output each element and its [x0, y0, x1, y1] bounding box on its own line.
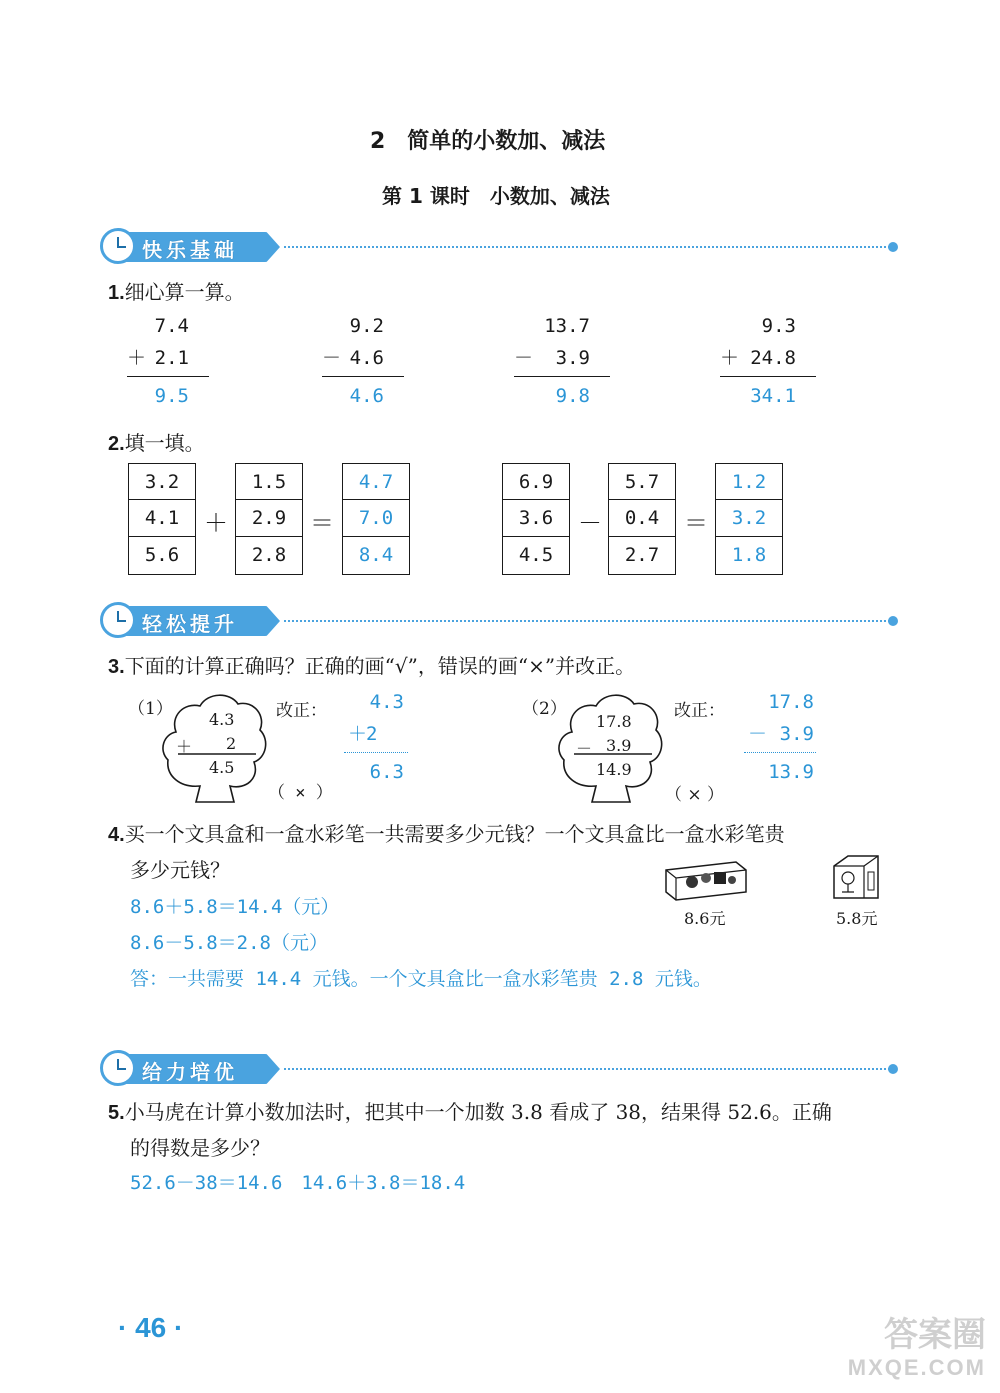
- addend-b: 3.9: [555, 347, 590, 369]
- question-number: 4.: [108, 824, 125, 846]
- question-number: 3.: [108, 656, 125, 678]
- box-cell: 4.1: [129, 500, 195, 536]
- box-cell: 4.5: [518, 543, 554, 566]
- operator: ＋: [720, 347, 740, 369]
- equals: ＝: [684, 509, 708, 537]
- vertical-calc-2: [322, 310, 404, 411]
- section-banner-improve: [100, 600, 900, 640]
- question-5-line2: 的得数是多少？: [130, 1136, 270, 1160]
- equals: ＝: [310, 509, 334, 537]
- addend-a: 9.2: [349, 315, 384, 337]
- operator: ＋: [127, 347, 147, 369]
- fix-label: 改正：: [674, 701, 725, 721]
- vertical-calc-4: [720, 310, 816, 411]
- fill-box-left-result: [342, 463, 410, 575]
- box-cell: 2.7: [624, 543, 660, 566]
- addend-a: 9.3: [761, 315, 796, 337]
- lesson-title: 第 1 课时 小数加、减法: [382, 184, 610, 208]
- fix-b: 2: [366, 723, 378, 745]
- cloud-b: 2: [226, 734, 237, 753]
- pencil-case-image: [662, 858, 748, 904]
- chapter-title: 2 简单的小数加、减法: [370, 129, 606, 154]
- question-1: [108, 276, 245, 305]
- dot-icon: [888, 616, 898, 626]
- question-number: 5.: [108, 1102, 125, 1124]
- answer-cell: 4.7: [343, 464, 409, 500]
- answer-line-2: 8.6－5.8＝2.8（元）: [130, 932, 328, 954]
- fix-a: 4.3: [369, 691, 404, 713]
- fix-calc-1: [344, 686, 408, 787]
- answer: 4.6: [349, 385, 384, 407]
- section-banner-advanced: [100, 1048, 900, 1088]
- question-4-line2: 多少元钱？: [130, 858, 230, 882]
- question-text: 小马虎在计算小数加法时，把其中一个加数 3.8 看成了 38，结果得 52.6。正确: [124, 1100, 832, 1124]
- price-label-1: 8.6元: [684, 909, 726, 928]
- fix-label: 改正：: [276, 701, 327, 721]
- clock-icon: [100, 228, 136, 264]
- price-label-2: 5.8元: [836, 909, 878, 928]
- answer: 9.5: [154, 385, 189, 407]
- part-label: （2）: [522, 699, 567, 719]
- fill-box-left-col2: [235, 463, 303, 575]
- question-number: 1.: [108, 282, 125, 304]
- box-cell: 1.5: [236, 464, 302, 500]
- answer-statement: 答：一共需要 14.4 元钱。一个文具盒比一盒水彩笔贵 2.8 元钱。: [130, 968, 712, 990]
- question-2: [108, 427, 205, 456]
- box-cell: 2.8: [251, 543, 287, 566]
- dotted-line: [284, 1068, 890, 1070]
- vertical-calc-3: [514, 310, 610, 411]
- operator: －: [322, 347, 342, 369]
- section-banner-basic: [100, 226, 900, 266]
- fix-calc-2: [744, 686, 816, 787]
- cloud-result: 14.9: [596, 760, 632, 779]
- question-number: 2.: [108, 433, 125, 455]
- fix-op: ＋: [348, 723, 368, 745]
- answer-cell: 1.8: [731, 543, 767, 566]
- addend-b: 4.6: [349, 347, 384, 369]
- answer: 34.1: [750, 385, 796, 407]
- section-label: 给力培优: [142, 1060, 238, 1084]
- cloud-a: 17.8: [596, 712, 632, 731]
- box-cell: 2.9: [236, 500, 302, 536]
- box-cell: 6.9: [503, 464, 569, 500]
- addend-b: 2.1: [154, 347, 189, 369]
- operator: －: [514, 347, 534, 369]
- box-cell: 3.2: [129, 464, 195, 500]
- question-5-line1: [108, 1096, 832, 1125]
- box-cell: 3.6: [503, 500, 569, 536]
- watermark-top: 答案圈: [884, 1315, 986, 1355]
- fix-b: 3.9: [779, 723, 814, 745]
- answer-line-1: 8.6＋5.8＝14.4（元）: [130, 896, 340, 918]
- vertical-calc-1: [127, 310, 209, 411]
- box-cell: 5.7: [609, 464, 675, 500]
- section-label: 轻松提升: [142, 612, 238, 636]
- clock-icon: [100, 1050, 136, 1086]
- dot-icon: [888, 242, 898, 252]
- part-label: （1）: [128, 699, 173, 719]
- watermark-bottom: MXQE.COM: [847, 1355, 986, 1380]
- fill-box-right-col2: [608, 463, 676, 575]
- fill-box-right-col1: [502, 463, 570, 575]
- cloud-result: 4.5: [209, 758, 235, 777]
- answer-cell: 8.4: [358, 543, 394, 566]
- clock-icon: [100, 602, 136, 638]
- answer-cell: 3.2: [716, 500, 782, 536]
- dot-icon: [888, 1064, 898, 1074]
- question-text: 下面的计算正确吗？正确的画“√”，错误的画“×”并改正。: [124, 654, 636, 678]
- addend-a: 13.7: [544, 315, 590, 337]
- watercolor-box-image: [828, 852, 884, 904]
- answer: 9.8: [555, 385, 590, 407]
- question-text: 填一填。: [124, 431, 205, 455]
- question-text: 买一个文具盒和一盒水彩笔一共需要多少元钱？一个文具盒比一盒水彩笔贵: [124, 822, 785, 846]
- answer-cell: 7.0: [343, 500, 409, 536]
- page-number: · 46 ·: [118, 1312, 184, 1343]
- addend-a: 7.4: [154, 315, 189, 337]
- box-cell: 5.6: [144, 543, 180, 566]
- question-text: 细心算一算。: [124, 280, 245, 304]
- answer-line: 52.6－38＝14.6 14.6＋3.8＝18.4: [130, 1172, 466, 1194]
- fill-box-left-col1: [128, 463, 196, 575]
- section-label: 快乐基础: [142, 238, 238, 262]
- box-cell: 0.4: [609, 500, 675, 536]
- dotted-line: [284, 620, 890, 622]
- operator: ＋: [204, 509, 228, 537]
- answer-cell: 1.2: [716, 464, 782, 500]
- fix-op: －: [748, 723, 768, 745]
- question-4-line1: [108, 818, 785, 847]
- cloud-a: 4.3: [209, 710, 235, 729]
- watermark: [816, 1315, 986, 1383]
- mark: （ × ）: [268, 783, 333, 803]
- mark: （ × ）: [665, 785, 725, 805]
- dotted-line: [284, 246, 890, 248]
- question-3: [108, 650, 635, 679]
- cloud-op: ＋: [176, 737, 193, 756]
- operator: －: [578, 509, 602, 537]
- fix-a: 17.8: [768, 691, 814, 713]
- cloud-op: －: [576, 739, 593, 758]
- cloud-b: 3.9: [606, 736, 632, 755]
- fix-result: 6.3: [369, 761, 404, 783]
- fix-result: 13.9: [768, 761, 814, 783]
- addend-b: 24.8: [750, 347, 796, 369]
- fill-box-right-result: [715, 463, 783, 575]
